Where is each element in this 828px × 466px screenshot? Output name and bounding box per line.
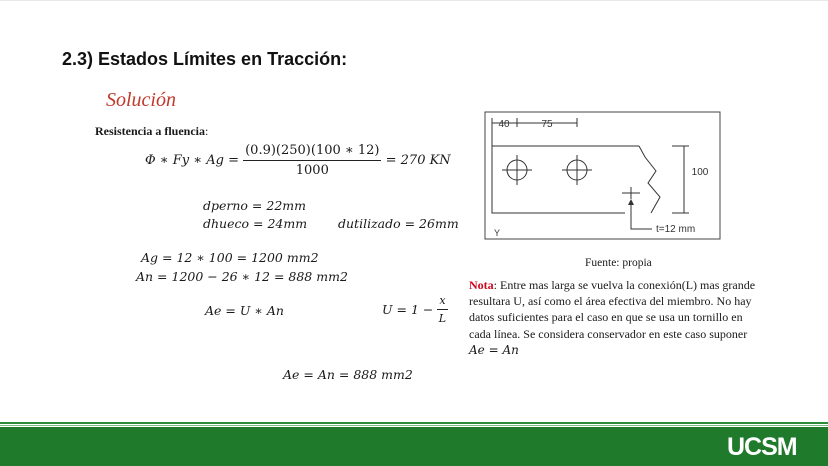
- u-formula: [382, 294, 448, 325]
- resistencia-text: Resistencia a fluencia: [95, 124, 205, 138]
- thickness-label: t=12 mm: [656, 224, 696, 235]
- dutilizado-eq: dutilizado = 26mm: [338, 216, 459, 231]
- u-lhs: U = 1 −: [382, 302, 434, 317]
- nota-label: Nota: [469, 278, 494, 292]
- figure-source: Fuente: propia: [585, 257, 652, 269]
- dperno-eq: dperno = 22mm: [203, 198, 306, 213]
- dim-75-label: 75: [541, 119, 553, 130]
- resistencia-label: [95, 124, 208, 139]
- dhueco-eq: dhueco = 24mm: [203, 216, 308, 231]
- footer-stripe-light: [0, 425, 828, 426]
- fluencia-fraction: [243, 143, 381, 178]
- fluencia-denominator: 1000: [295, 163, 329, 178]
- fluencia-rhs: = 270 KN: [385, 153, 451, 168]
- fluencia-equation: [145, 143, 451, 178]
- nota-text: : Entre mas larga se vuelva la conexión(L) mas grande resultara U, así como el área efectiva del miembro. No hay datos suficientes para el caso en que se usa un tornillo en cada línea. Se considera conservador en este caso suponer: [469, 278, 756, 341]
- footer-band: [0, 427, 828, 466]
- ae-result-eq: Ae = An = 888 mm2: [283, 367, 413, 382]
- resistencia-colon: :: [205, 124, 209, 138]
- axis-y-label: Y: [494, 228, 501, 238]
- an-eq: An = 1200 − 26 ∗ 12 = 888 mm2: [136, 269, 348, 284]
- dim-40-label: 40: [498, 119, 510, 130]
- u-fraction: [437, 294, 447, 325]
- u-numerator: x: [437, 294, 447, 310]
- connection-diagram: [484, 111, 721, 241]
- ucsm-logo: UCSM: [727, 433, 797, 461]
- solucion-title: Solución: [106, 89, 176, 111]
- section-heading: 2.3) Estados Límites en Tracción:: [62, 49, 348, 69]
- u-denominator: L: [438, 312, 447, 325]
- fluencia-numerator: (0.9)(250)(100 ∗ 12): [243, 143, 381, 161]
- top-border: [0, 0, 828, 1]
- footer-stripe: [0, 422, 828, 424]
- nota-paragraph: [469, 277, 759, 358]
- figure-frame: [485, 112, 720, 239]
- dim-100-label: 100: [691, 167, 709, 178]
- ag-eq: Ag = 12 ∗ 100 = 1200 mm2: [141, 250, 319, 265]
- ae-formula: Ae = U ∗ An: [205, 303, 284, 318]
- fluencia-lhs: Φ ∗ Fy ∗ Ag =: [145, 153, 239, 168]
- nota-formula: Ae = An: [469, 342, 519, 357]
